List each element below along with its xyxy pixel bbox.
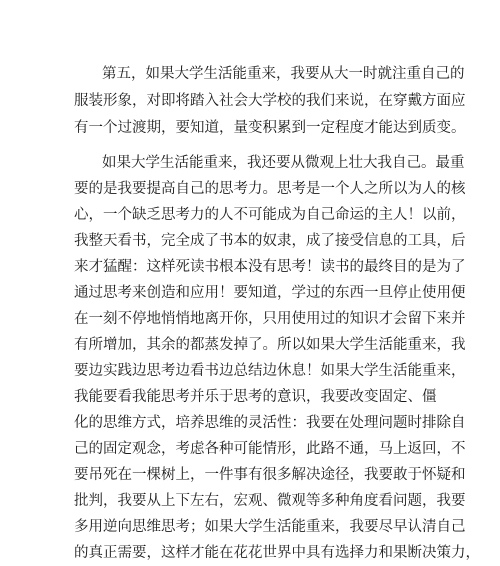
paragraph-line: 心，一个缺乏思考力的人不可能成为自己命运的主人！以前， (74, 207, 466, 223)
paragraph-line: 服装形象，对即将踏入社会大学校的我们来说，在穿戴方面应 (74, 93, 466, 109)
paragraph-line: 我能要看我能思考并乐于思考的意识，我要改变固定、僵 (74, 389, 437, 405)
paragraph-line: 第五，如果大学生活能重来，我要从大一时就注重自己的 (102, 66, 465, 82)
paragraph-line: 批判，我要从上下左右，宏观、微观等多种角度看问题，我要 (74, 493, 466, 509)
paragraph-line: 的真正需要，这样才能在花花世界中具有选择力和果断决策力， (74, 545, 480, 561)
paragraph-line: 化的思维方式，培养思维的灵活性：我要在处理问题时排除自 (74, 415, 466, 431)
paragraph-line: 要吊死在一棵树上，一件事有很多解决途径，我要敢于怀疑和 (74, 467, 466, 483)
paragraph-line: 在一刻不停地悄悄地离开你，只用使用过的知识才会留下来并 (74, 311, 466, 327)
paragraph-line: 要边实践边思考边看书边总结边休息！如果大学生活能重来， (74, 363, 466, 379)
paragraph-line: 要的是我要提高自己的思考力。思考是一个人之所以为人的核 (74, 181, 466, 197)
paragraph-line: 来才猛醒：这样死读书根本没有思考！读书的最终目的是为了 (74, 259, 466, 275)
paragraph-line: 如果大学生活能重来，我还要从微观上壮大我自己。最重 (102, 155, 465, 171)
paragraph-line: 通过思考来创造和应用！要知道，学过的东西一旦停止使用便 (74, 285, 466, 301)
paragraph-line: 有一个过渡期，要知道，量变积累到一定程度才能达到质变。 (74, 120, 466, 136)
paragraph-line: 多用逆向思维思考；如果大学生活能重来，我要尽早认清自己 (74, 519, 466, 535)
paragraph-line: 有所增加，其余的都蒸发掉了。所以如果大学生活能重来，我 (74, 337, 466, 353)
paragraph-line: 我整天看书，完全成了书本的奴隶，成了接受信息的工具，后 (74, 233, 466, 249)
paragraph-line: 己的固定观念，考虑各种可能情形，此路不通，马上返回，不 (74, 441, 466, 457)
